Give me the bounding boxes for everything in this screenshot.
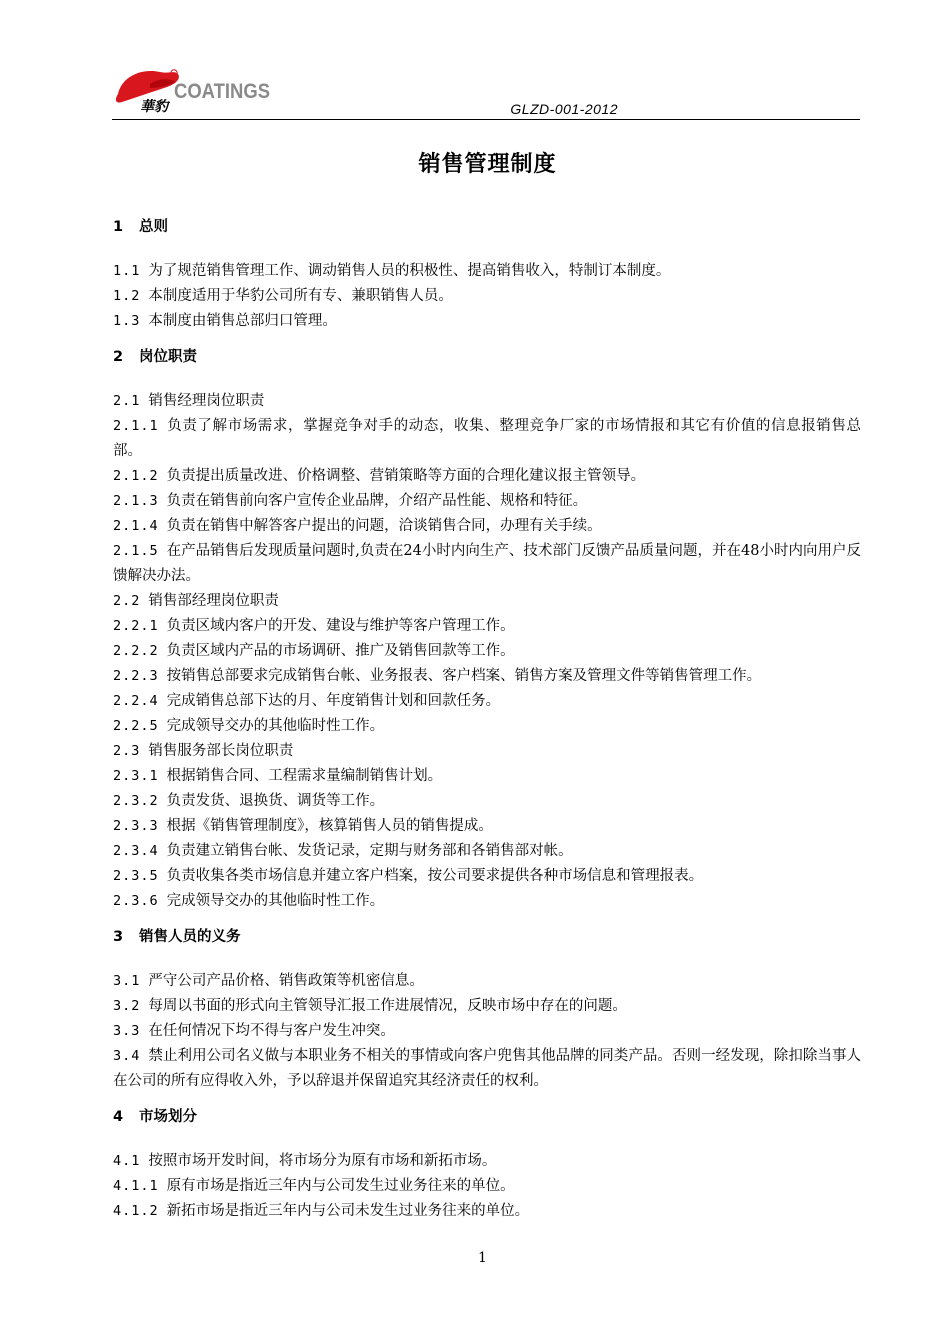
clause-paragraph [113,614,861,639]
clause-text: 按销售总部要求完成销售台帐、业务报表、客户档案、销售方案及管理文件等销售管理工作。 [166,668,762,684]
document-body [113,210,861,1230]
section-number: 4 [113,1109,124,1125]
clause-text: 销售部经理岗位职责 [148,593,279,609]
clause-paragraph [113,814,861,839]
clause-number: 2.3.3 [113,818,159,834]
clause-text: 完成销售总部下达的月、年度销售计划和回款任务。 [166,693,501,709]
clause-number: 2.1.5 [113,543,159,559]
clause-text: 根据销售合同、工程需求量编制销售计划。 [166,768,443,784]
clause-text: 原有市场是指近三年内与公司发生过业务往来的单位。 [166,1178,515,1194]
clause-text: 负责建立销售台帐、发货记录，定期与财务部和各销售部对帐。 [166,843,573,859]
clause-paragraph [113,259,861,284]
clause-paragraph [113,864,861,889]
section-gap [113,1094,861,1100]
clause-paragraph [113,1019,861,1044]
clause-number: 2.2.5 [113,718,159,734]
clause-paragraph [113,839,861,864]
clause-number: 2.3.1 [113,768,159,784]
clause-text: 负责在销售中解答客户提出的问题，洽谈销售合同，办理有关手续。 [166,518,602,534]
section-number: 1 [113,219,124,235]
clause-paragraph [113,514,861,539]
clause-text: 严守公司产品价格、销售政策等机密信息。 [148,973,424,989]
section-title: 销售人员的义务 [139,929,241,945]
clause-paragraph [113,309,861,334]
clause-number: 2.2.2 [113,643,159,659]
clause-text: 每周以书面的形式向主管领导汇报工作进展情况，反映市场中存在的问题。 [148,998,627,1014]
clause-text: 根据《销售管理制度》，核算销售人员的销售提成。 [166,818,493,834]
clause-text: 为了规范销售管理工作、调动销售人员的积极性、提高销售收入，特制订本制度。 [148,263,671,279]
section-title: 总则 [139,219,168,235]
clause-text: 负责区域内客户的开发、建设与维护等客户管理工作。 [166,618,515,634]
clause-number: 2.1.1 [113,418,159,434]
clause-number: 2.3 [113,743,141,759]
clause-paragraph [113,1174,861,1199]
clause-number: 2.1.2 [113,468,159,484]
clause-number: 2.2.3 [113,668,159,684]
clause-number: 2.2 [113,593,141,609]
clause-text: 负责了解市场需求，掌握竞争对手的动态，收集、整理竞争厂家的市场情报和其它有价值的信息报销售总部。 [113,418,861,459]
clause-text: 完成领导交办的其他临时性工作。 [166,893,385,909]
clause-number: 2.2.4 [113,693,159,709]
section-heading [113,1106,861,1128]
clause-number: 1.2 [113,288,141,304]
clause-text: 在任何情况下均不得与客户发生冲突。 [148,1023,395,1039]
clause-text: 本制度由销售总部归口管理。 [148,313,337,329]
clause-text: 负责发货、退换货、调货等工作。 [166,793,385,809]
clause-number: 2.3.6 [113,893,159,909]
clause-number: 2.1.3 [113,493,159,509]
clause-paragraph [113,994,861,1019]
section-gap [113,914,861,920]
logo-brand-cn: 華豹 [140,99,168,115]
header-divider [112,119,860,120]
clause-paragraph [113,284,861,309]
clause-paragraph [113,414,861,464]
section-heading [113,216,861,238]
clause-number: 4.1.1 [113,1178,159,1194]
clause-paragraph [113,539,861,589]
logo-brush-icon [112,64,282,118]
clause-paragraph [113,1149,861,1174]
clause-text: 负责区域内产品的市场调研、推广及销售回款等工作。 [166,643,515,659]
clause-paragraph [113,489,861,514]
clause-text: 销售服务部长岗位职责 [148,743,294,759]
clause-number: 2.2.1 [113,618,159,634]
section-gap [113,334,861,340]
section-title: 岗位职责 [139,349,197,365]
clause-number: 2.3.2 [113,793,159,809]
document-title: 销售管理制度 [418,152,557,177]
section-title: 市场划分 [139,1109,197,1125]
clause-number: 2.3.4 [113,843,159,859]
clause-number: 4.1 [113,1153,141,1169]
clause-number: 3.3 [113,1023,141,1039]
clause-text: 负责收集各类市场信息并建立客户档案，按公司要求提供各种市场信息和管理报表。 [166,868,704,884]
section-gap [113,1224,861,1230]
clause-text: 完成领导交办的其他临时性工作。 [166,718,385,734]
clause-text: 负责在销售前向客户宣传企业品牌，介绍产品性能、规格和特征。 [166,493,588,509]
logo-brand-en: COATINGS [174,80,270,103]
section-heading [113,346,861,368]
page-number: 1 [478,1250,487,1266]
section-number: 3 [113,929,124,945]
clause-text: 销售经理岗位职责 [148,393,265,409]
clause-text: 负责提出质量改进、价格调整、营销策略等方面的合理化建议报主管领导。 [166,468,646,484]
clause-paragraph [113,639,861,664]
clause-number: 2.1.4 [113,518,159,534]
clause-paragraph [113,1044,861,1094]
clause-paragraph [113,889,861,914]
clause-number: 1.1 [113,263,141,279]
clause-number: 2.3.5 [113,868,159,884]
clause-text: 本制度适用于华豹公司所有专、兼职销售人员。 [148,288,453,304]
clause-text: 在产品销售后发现质量问题时,负责在24小时内向生产、技术部门反馈产品质量问题，并在48小时内向用户反馈解决办法。 [113,543,861,584]
clause-paragraph [113,789,861,814]
clause-paragraph [113,389,861,414]
clause-paragraph [113,739,861,764]
section-number: 2 [113,349,124,365]
clause-number: 2.1 [113,393,141,409]
clause-paragraph [113,1199,861,1224]
document-code: GLZD-001-2012 [510,101,618,117]
clause-number: 4.1.2 [113,1203,159,1219]
company-logo [112,64,282,118]
clause-number: 3.2 [113,998,141,1014]
clause-text: 禁止利用公司名义做与本职业务不相关的事情或向客户兜售其他品牌的同类产品。否则一经发现，除扣除当事人在公司的所有应得收入外，予以辞退并保留追究其经济责任的权利。 [113,1048,861,1089]
clause-text: 按照市场开发时间，将市场分为原有市场和新拓市场。 [148,1153,497,1169]
clause-paragraph [113,689,861,714]
clause-paragraph [113,664,861,689]
clause-paragraph [113,464,861,489]
clause-paragraph [113,764,861,789]
clause-number: 1.3 [113,313,141,329]
clause-paragraph [113,969,861,994]
clause-number: 3.4 [113,1048,141,1064]
clause-paragraph [113,714,861,739]
clause-paragraph [113,589,861,614]
clause-text: 新拓市场是指近三年内与公司未发生过业务往来的单位。 [166,1203,530,1219]
section-heading [113,926,861,948]
clause-number: 3.1 [113,973,141,989]
